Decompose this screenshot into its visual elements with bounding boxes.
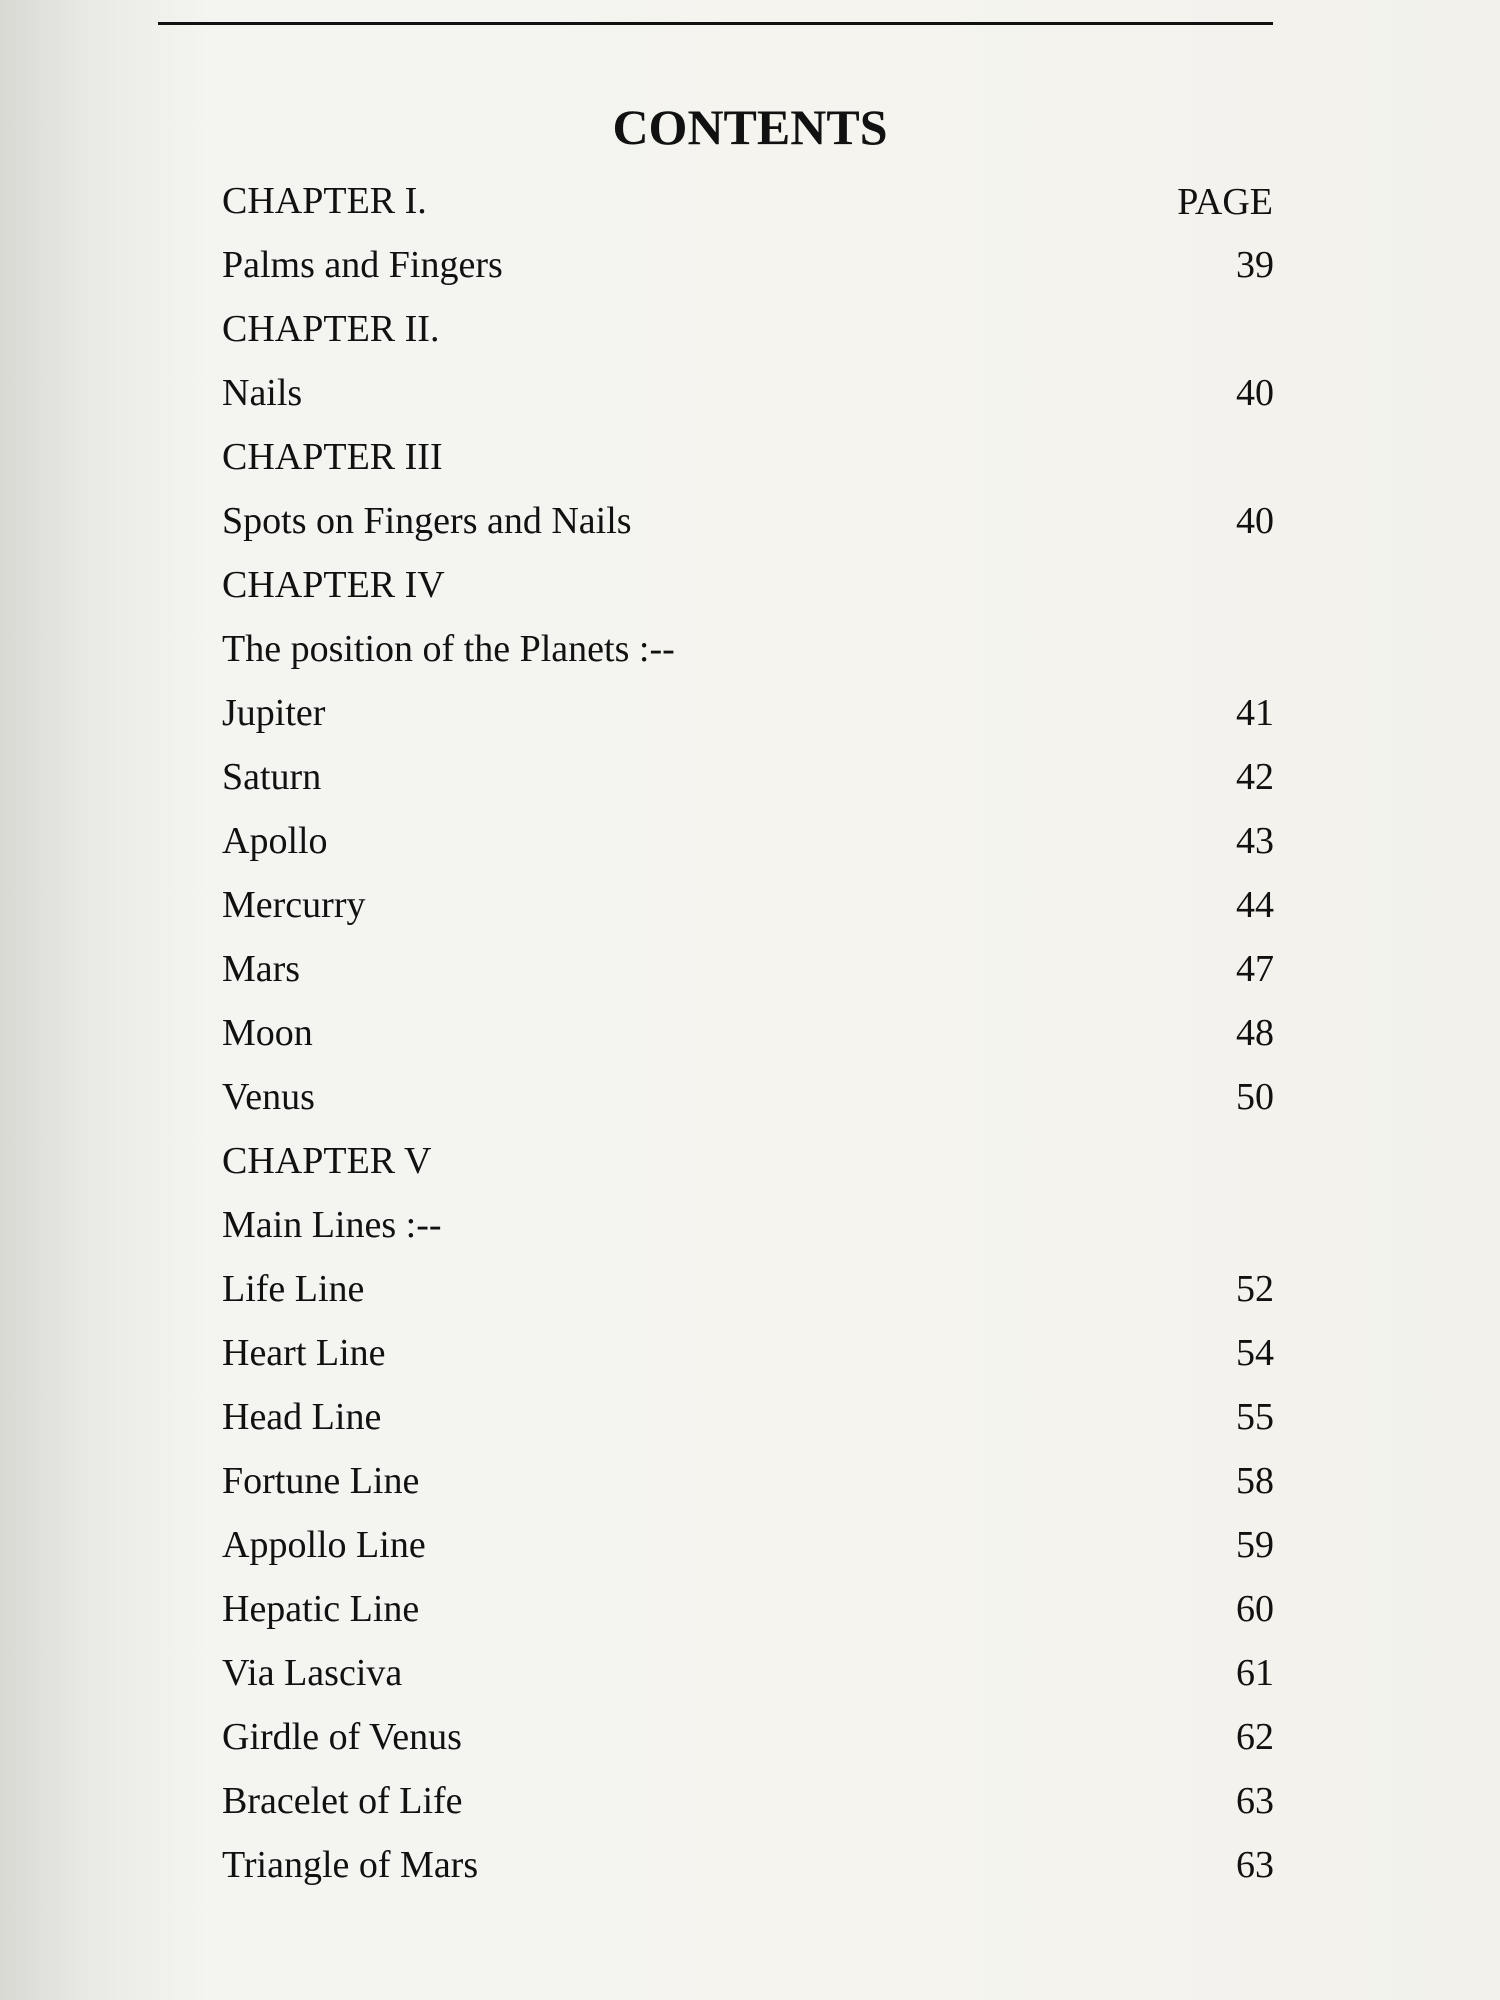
toc-entry-label: Venus: [222, 1076, 315, 1118]
toc-entry: [222, 1588, 1274, 1656]
page-column-header: PAGE: [1177, 181, 1273, 223]
toc-entry: [222, 180, 1274, 248]
toc-entry: [222, 884, 1274, 952]
toc-entry-page: 43: [1236, 820, 1274, 862]
toc-entry: [222, 820, 1274, 888]
toc-entry-label: Head Line: [222, 1396, 382, 1438]
toc-entry-label: CHAPTER III: [222, 436, 443, 478]
toc-entry: [222, 1332, 1274, 1400]
toc-entry-label: CHAPTER IV: [222, 564, 445, 606]
toc-entry-label: Appollo Line: [222, 1524, 426, 1566]
toc-entry-page: 41: [1236, 692, 1274, 734]
toc-entry-label: Mercurry: [222, 884, 366, 926]
table-of-contents: [222, 180, 1274, 1912]
toc-entry-page: 50: [1236, 1076, 1274, 1118]
toc-entry: [222, 1396, 1274, 1464]
toc-entry-page: 54: [1236, 1332, 1274, 1374]
toc-entry-label: Life Line: [222, 1268, 365, 1310]
toc-entry-label: CHAPTER I.: [222, 180, 427, 222]
toc-entry: [222, 628, 1274, 696]
toc-entry: [222, 1076, 1274, 1144]
toc-entry-page: 39: [1236, 244, 1274, 286]
toc-entry-page: 60: [1236, 1588, 1274, 1630]
toc-entry-page: 62: [1236, 1716, 1274, 1758]
toc-entry-page: 59: [1236, 1524, 1274, 1566]
toc-entry-page: 40: [1236, 500, 1274, 542]
toc-entry-label: The position of the Planets :--: [222, 628, 675, 670]
toc-entry: [222, 756, 1274, 824]
toc-entry-label: CHAPTER II.: [222, 308, 440, 350]
toc-entry: [222, 244, 1274, 312]
toc-entry-label: Heart Line: [222, 1332, 386, 1374]
toc-entry-page: 63: [1236, 1780, 1274, 1822]
toc-entry-label: Bracelet of Life: [222, 1780, 463, 1822]
toc-entry: [222, 1204, 1274, 1272]
toc-entry: [222, 1844, 1274, 1912]
toc-entry-label: Triangle of Mars: [222, 1844, 479, 1886]
toc-entry: [222, 372, 1274, 440]
toc-entry: [222, 1524, 1274, 1592]
toc-entry: [222, 1460, 1274, 1528]
contents-title: CONTENTS: [612, 99, 888, 155]
toc-entry-label: Hepatic Line: [222, 1588, 420, 1630]
toc-entry-label: Mars: [222, 948, 301, 990]
toc-entry-label: Palms and Fingers: [222, 244, 503, 286]
toc-entry-page: 48: [1236, 1012, 1274, 1054]
toc-entry-page: 58: [1236, 1460, 1274, 1502]
toc-entry-label: CHAPTER V: [222, 1140, 432, 1182]
toc-entry: [222, 1652, 1274, 1720]
toc-entry-label: Nails: [222, 372, 303, 414]
toc-entry-page: 52: [1236, 1268, 1274, 1310]
toc-entry-page: 55: [1236, 1396, 1274, 1438]
toc-entry-label: Girdle of Venus: [222, 1716, 462, 1758]
toc-entry-label: Moon: [222, 1012, 313, 1054]
toc-entry: [222, 308, 1274, 376]
toc-entry-label: Apollo: [222, 820, 328, 862]
toc-entry-page: 61: [1236, 1652, 1274, 1694]
toc-entry-label: Main Lines :--: [222, 1204, 442, 1246]
toc-entry: [222, 564, 1274, 632]
top-rule: [158, 22, 1273, 25]
toc-entry: [222, 1780, 1274, 1848]
toc-entry-label: Saturn: [222, 756, 322, 798]
toc-entry: [222, 1268, 1274, 1336]
toc-entry: [222, 1716, 1274, 1784]
toc-entry-label: Via Lasciva: [222, 1652, 403, 1694]
toc-entry-label: Fortune Line: [222, 1460, 420, 1502]
toc-entry: [222, 500, 1274, 568]
toc-entry: [222, 1012, 1274, 1080]
toc-entry-page: 40: [1236, 372, 1274, 414]
toc-entry: [222, 692, 1274, 760]
toc-entry: [222, 1140, 1274, 1208]
toc-entry-page: 63: [1236, 1844, 1274, 1886]
toc-entry-page: 44: [1236, 884, 1274, 926]
toc-entry-page: 47: [1236, 948, 1274, 990]
toc-entry-page: 42: [1236, 756, 1274, 798]
toc-entry-label: Jupiter: [222, 692, 326, 734]
toc-entry: [222, 436, 1274, 504]
toc-entry: [222, 948, 1274, 1016]
toc-entry-label: Spots on Fingers and Nails: [222, 500, 632, 542]
